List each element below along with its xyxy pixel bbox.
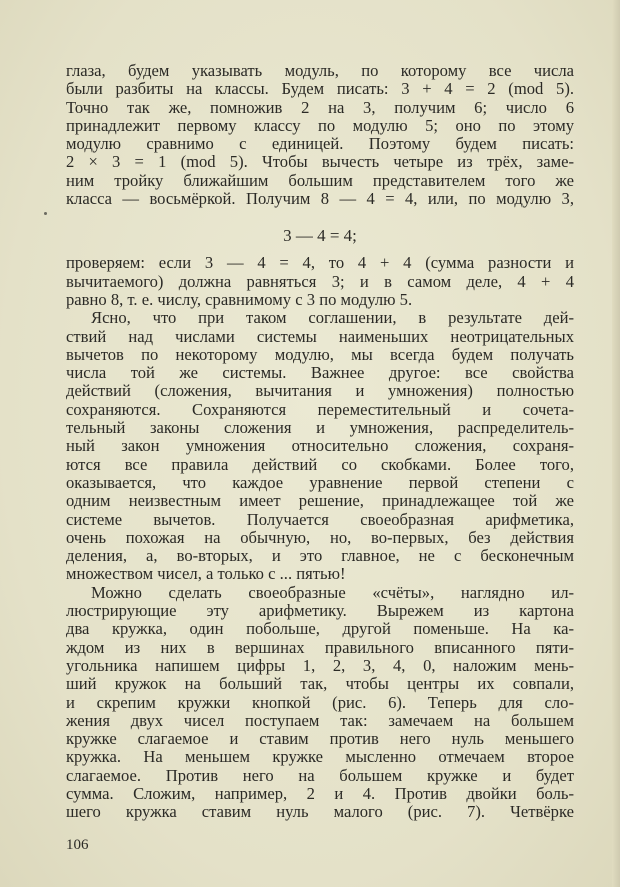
text-line: очень похожая на обычную, но, во-первых, без действия bbox=[66, 527, 574, 547]
text-line: ный закон умножения относительно сложения, сохраня- bbox=[66, 436, 574, 456]
text-line: деления, а, во-вторых, и это главное, не с бесконечным bbox=[66, 546, 574, 566]
text-line: шего кружка ставим нуль малого (рис. 7). Четвёрке bbox=[66, 802, 574, 822]
text-line: ший кружок на больший так, чтобы центры их совпали, bbox=[66, 674, 574, 694]
text-line: ются все правила действий со скобками. Более того, bbox=[66, 454, 574, 474]
text-line: глаза, будем указывать модуль, по которому все числа bbox=[66, 61, 574, 80]
text-line: Ясно, что при таком соглашении, в результате дей- bbox=[91, 308, 574, 328]
page-number: 106 bbox=[66, 837, 89, 853]
text-line: ствий над числами системы наименьших неотрицательных bbox=[66, 326, 574, 346]
text-line: множеством чисел, а только с ... пятью! bbox=[66, 564, 346, 584]
text-line: ним тройку ближайшим большим представителем того же bbox=[66, 170, 574, 190]
text-line: модулю сравнимо с единицей. Поэтому будем писать: bbox=[66, 134, 574, 154]
paragraph-4 bbox=[66, 584, 574, 822]
text-line: Точно так же, помножив 2 на 3, получим 6; число 6 bbox=[66, 97, 574, 117]
text-line: были разбиты на классы. Будем писать: 3 + 4 = 2 (mod 5). bbox=[66, 79, 574, 99]
text-line: одним неизвестным имеет решение, принадлежащее той же bbox=[66, 491, 574, 511]
text-line: ждом из них в вершинах правильного вписанного пяти- bbox=[66, 637, 574, 657]
paragraph-1 bbox=[66, 62, 574, 208]
text-line: действий (сложения, вычитания и умножения) полностью bbox=[66, 381, 574, 401]
text-line: слагаемое. Против него на большем кружке и будет bbox=[66, 765, 574, 785]
text-line: кружка. На меньшем кружке мысленно отмечаем второе bbox=[66, 747, 574, 767]
text-line: угольника напишем цифры 1, 2, 3, 4, 0, наложим мень- bbox=[66, 655, 574, 675]
scan-speck bbox=[44, 212, 47, 215]
paragraph-2 bbox=[66, 254, 574, 309]
text-line: и скрепим кружки кнопкой (рис. 6). Теперь для сло- bbox=[66, 692, 574, 712]
text-line: Можно сделать своеобразные «счёты», наглядно ил- bbox=[91, 582, 574, 602]
text-line: кружке слагаемое и ставим против него нуль меньшего bbox=[66, 729, 574, 749]
text-line: принадлежит первому классу по модулю 5; оно по этому bbox=[66, 115, 574, 135]
page-edge bbox=[612, 0, 620, 887]
text-line: оказывается, что каждое уравнение первой степени с bbox=[66, 472, 574, 492]
text-line: проверяем: если 3 — 4 = 4, то 4 + 4 (сумма разности и bbox=[66, 253, 574, 273]
paragraph-3 bbox=[66, 309, 574, 583]
text-line: числа той же системы. Важнее другое: все свойства bbox=[66, 363, 574, 383]
text-line: равно 8, т. е. числу, сравнимому с 3 по модулю 5. bbox=[66, 289, 413, 309]
text-line: класса — восьмёркой. Получим 8 — 4 = 4, или, по модулю 3, bbox=[66, 189, 574, 209]
text-line: вычетов по некоторому модулю, мы всегда будем получать bbox=[66, 344, 574, 364]
text-line: тельный законы сложения и умножения, распределитель- bbox=[66, 418, 574, 438]
page-body bbox=[66, 62, 574, 822]
text-line: сохраняются. Сохраняются переместительный и сочета- bbox=[66, 399, 574, 419]
text-line: люстрирующие эту арифметику. Вырежем из картона bbox=[66, 601, 574, 621]
text-line: два кружка, один побольше, другой поменьше. На ка- bbox=[66, 619, 574, 639]
text-line: 2 × 3 = 1 (mod 5). Чтобы вычесть четыре из трёх, заме- bbox=[66, 152, 574, 172]
text-line: сумма. Сложим, например, 2 и 4. Против двойки боль- bbox=[66, 783, 574, 803]
equation: 3 — 4 = 4; bbox=[283, 226, 357, 246]
text-line: вычитаемого) должна равняться 3; и в самом деле, 4 + 4 bbox=[66, 271, 574, 291]
text-line: системе вычетов. Получается своеобразная арифметика, bbox=[66, 509, 574, 529]
text-line: жения двух чисел поступаем так: замечаем на большем bbox=[66, 710, 574, 730]
